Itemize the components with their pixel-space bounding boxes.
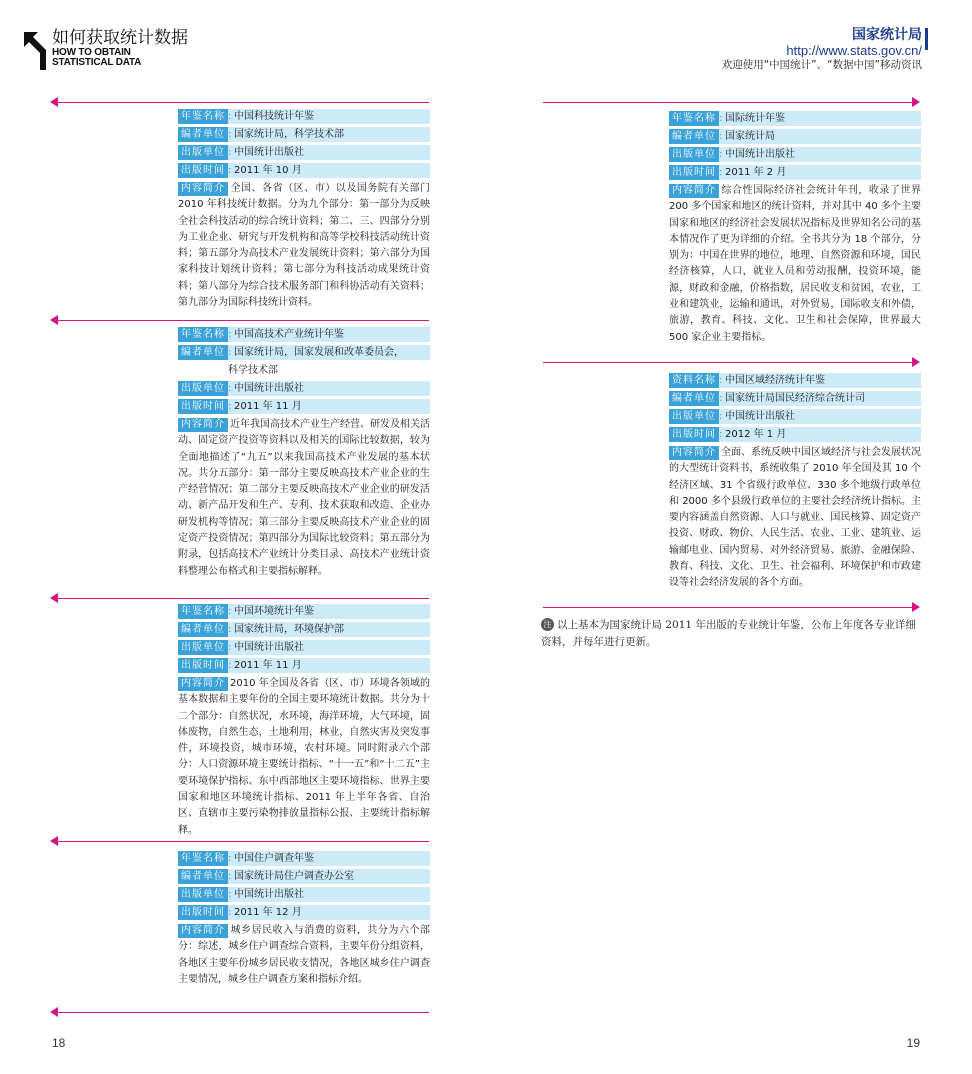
field-row-date <box>178 163 430 178</box>
yearbook-entry <box>178 604 430 839</box>
field-value: 中国统计出版社 <box>234 147 304 158</box>
field-value: 国家统计局，科学技术部 <box>234 129 344 140</box>
field-row-compiler <box>178 127 430 142</box>
field-value: 中国统计出版社 <box>725 149 795 160</box>
field-row-compiler <box>178 869 430 884</box>
field-row-publisher <box>178 887 430 902</box>
field-row-compiler <box>669 129 921 144</box>
field-colon: : <box>719 131 723 142</box>
summary-block <box>669 183 921 346</box>
field-label: 编者单位 <box>669 129 719 144</box>
field-label: 年鉴名称 <box>178 327 228 342</box>
field-value: 中国科技统计年鉴 <box>234 111 314 122</box>
field-row-date <box>178 399 430 414</box>
divider-rule <box>543 362 913 363</box>
field-colon: : <box>719 113 723 124</box>
header-title-en-line1: HOW TO OBTAIN <box>52 47 131 58</box>
field-label: 内容简介 <box>178 182 228 196</box>
field-label: 内容简介 <box>178 677 228 691</box>
field-colon: : <box>228 165 232 176</box>
field-value: 2011 年 10 月 <box>234 165 302 176</box>
field-label: 出版时间 <box>669 427 719 442</box>
field-row-name <box>178 851 430 866</box>
summary-text: 2010 年全国及各省（区、市）环境各领域的基本数据和主要年份的全国主要环境统计数据。共分为十二个部分：自然状况，水环境，海洋环境，大气环境，固体废物，自然生态，土地利用，林业，自然灾害及突发事件，环境投资，城市环境，农村环境。同时附录六个部分：人口资源环境主要统计指标、“十一五”和“十二五”主要环境保护指标、东中西部地区主要环境指标、世界主要国家和地区环境统计指标、2011 年上半年各省、自治区、直辖市主要污染物排放量指标公报、主要统计指标解释。 <box>178 678 430 836</box>
field-row-name <box>178 109 430 124</box>
field-label: 资料名称 <box>669 373 719 388</box>
field-value: 中国区域经济统计年鉴 <box>725 375 825 386</box>
summary-text: 全面、系统反映中国区域经济与社会发展状况的大型统计资料书，系统收集了 2010 年全国及其 10 个经济区域、31 个省级行政单位、330 多个地级行政单位和 2000 多个县级行政单位的主要社会经济统计指标。主要内容涵盖自然资源、人口与就业、国民核算、固定资产投资、财政、物价、人民生活、农业、工业、建筑业、运输邮电业、国内贸易、对外经济贸易、旅游、金融保险、教育、科技、文化、卫生、社会福利、环境保护和市政建设等社会经济发展的各个方面。 <box>669 447 921 589</box>
field-value: 2012 年 1 月 <box>725 429 787 440</box>
divider-rule <box>57 1012 429 1013</box>
field-row-compiler <box>178 345 430 360</box>
field-row-date <box>669 427 921 442</box>
corner-arrow-icon <box>22 30 50 70</box>
field-row-publisher <box>669 409 921 424</box>
field-label: 出版单位 <box>669 147 719 162</box>
field-value: 2011 年 11 月 <box>234 660 302 671</box>
field-colon: : <box>228 907 232 918</box>
field-colon: : <box>228 642 232 653</box>
summary-block <box>178 181 430 311</box>
field-value: 中国住户调查年鉴 <box>234 853 314 864</box>
divider-rule <box>57 598 429 599</box>
bureau-url[interactable]: http://www.stats.gov.cn/ <box>786 43 922 58</box>
field-value: 2011 年 12 月 <box>234 907 302 918</box>
field-label: 出版时间 <box>178 905 228 920</box>
divider-rule <box>543 102 913 103</box>
field-colon: : <box>228 624 232 635</box>
field-value: 国家统计局国民经济综合统计司 <box>725 393 865 404</box>
summary-block <box>178 417 430 580</box>
field-label: 出版单位 <box>178 640 228 655</box>
field-value: 2011 年 2 月 <box>725 167 787 178</box>
field-colon: : <box>228 111 232 122</box>
field-value: 国家统计局，环境保护部 <box>234 624 344 635</box>
field-value: 国家统计局，国家发展和改革委员会， <box>234 347 404 358</box>
divider-rule <box>57 102 429 103</box>
field-colon: : <box>719 393 723 404</box>
yearbook-entry <box>669 373 921 592</box>
field-colon: : <box>228 660 232 671</box>
field-label: 年鉴名称 <box>178 109 228 124</box>
field-label: 内容简介 <box>178 924 228 938</box>
field-row-publisher <box>178 381 430 396</box>
field-colon: : <box>719 167 723 178</box>
header-title-en-line2: STATISTICAL DATA <box>52 57 142 68</box>
field-colon: : <box>228 853 232 864</box>
field-label: 出版时间 <box>178 163 228 178</box>
field-label: 出版时间 <box>178 399 228 414</box>
field-colon: : <box>228 329 232 340</box>
summary-block <box>178 923 430 988</box>
field-row-compiler <box>669 391 921 406</box>
field-value: 国际统计年鉴 <box>725 113 785 124</box>
field-colon: : <box>228 147 232 158</box>
field-colon: : <box>719 429 723 440</box>
field-value: 中国统计出版社 <box>234 889 304 900</box>
field-colon: : <box>228 401 232 412</box>
field-label: 出版单位 <box>178 381 228 396</box>
yearbook-entry <box>178 109 430 311</box>
divider-rule <box>543 607 913 608</box>
field-value: 中国环境统计年鉴 <box>234 606 314 617</box>
summary-text: 城乡居民收入与消费的资料，共分为六个部分：综述，城乡住户调查综合资料，主要年份分组资料，各地区主要年份城乡居民收支情况，各地区城乡住户调查主要情况，城乡住户调查方案和指标介绍。 <box>178 925 430 985</box>
field-label: 出版时间 <box>178 658 228 673</box>
header-title: 如何获取统计数据 <box>52 28 188 48</box>
field-label: 年鉴名称 <box>178 851 228 866</box>
field-row-name <box>669 373 921 388</box>
field-label: 年鉴名称 <box>669 111 719 126</box>
field-colon: : <box>228 383 232 394</box>
field-colon: : <box>228 606 232 617</box>
yearbook-entry <box>669 111 921 346</box>
field-colon: : <box>719 149 723 160</box>
field-row-date <box>178 905 430 920</box>
field-value: 国家统计局 <box>725 131 775 142</box>
field-value: 国家统计局住户调查办公室 <box>234 871 354 882</box>
field-label: 编者单位 <box>178 622 228 637</box>
summary-text: 近年我国高技术产业生产经营、研发及相关活动、固定资产投资等资料以及相关的国际比较数据，较为全面地描述了“九五”以来我国高技术产业发展的基本状况。共分五部分：第一部分主要反映高技术产业企业的生产经营情况；第二部分主要反映高技术产业企业的研发活动、新产品开发和生产、专利、技术获取和改造、企业办研发机构等情况；第三部分主要反映高技术产业企业的固定资产投资情况；第四部分为国际比较资料；第五部分为附录，包括高技术产业统计分类目录、高技术产业统计资料整理公布格式和主要指标解释。 <box>178 419 430 577</box>
page-number-right: 19 <box>906 1036 920 1050</box>
field-label: 内容简介 <box>178 418 228 432</box>
field-value: 中国统计出版社 <box>234 642 304 653</box>
field-value: 中国统计出版社 <box>234 383 304 394</box>
field-value: 中国统计出版社 <box>725 411 795 422</box>
field-row-compiler-cont <box>178 363 430 378</box>
field-row-date <box>178 658 430 673</box>
field-row-publisher <box>178 640 430 655</box>
summary-block <box>669 445 921 592</box>
field-label: 编者单位 <box>669 391 719 406</box>
field-row-publisher <box>669 147 921 162</box>
header-brand <box>722 26 922 73</box>
field-value: 2011 年 11 月 <box>234 401 302 412</box>
summary-block <box>178 676 430 839</box>
field-label: 出版单位 <box>669 409 719 424</box>
header-title-en <box>52 48 141 68</box>
field-value: 科学技术部 <box>228 365 278 376</box>
field-row-date <box>669 165 921 180</box>
summary-text: 综合性国际经济社会统计年刊，收录了世界 200 多个国家和地区的统计资料，并对其中 40 多个主要国家和地区的经济社会发展状况指标及世界知名公司的基本情况作了更为详细的介绍。全书共分为 18 个部分，分别为：中国在世界的地位，地理、自然资源和环境，国民经济核算，人口，就业人员和劳动报酬，投资环境，能源，财政和金融，价格指数，居民收支和贫困，农业，工业和建筑业，运输和通讯，对外贸易，国际收支和外债，旅游，教育、科技、文化、卫生和社会保障，世界最大 500 家企业主要指标。 <box>669 185 921 343</box>
field-label: 编者单位 <box>178 345 228 360</box>
field-label: 出版时间 <box>669 165 719 180</box>
note-icon: 注 <box>541 618 554 631</box>
field-colon: : <box>228 889 232 900</box>
field-label: 出版单位 <box>178 145 228 160</box>
field-colon: : <box>228 129 232 140</box>
welcome-text: 欢迎使用“中国统计”、“数据中国”移动资讯 <box>721 59 922 71</box>
field-row-publisher <box>178 145 430 160</box>
field-colon: : <box>228 347 232 358</box>
field-label: 编者单位 <box>178 869 228 884</box>
summary-text: 全国、各省（区、市）以及国务院有关部门 2010 年科技统计数据。分为九个部分：第一部分为反映全社会科技活动的综合统计资料；第二、三、四部分分别为工业企业、研究与开发机构和高等学校科技活动统计资料；第五部分为高技术产业发展统计资料；第六部分为国家科技计划统计资料；第七部分为科技活动成果统计资料；第八部分为综合技术服务部门和科协活动有关资料；第九部分为国际科技统计资料。 <box>178 183 430 309</box>
divider-rule <box>57 320 429 321</box>
yearbook-entry <box>178 327 430 580</box>
field-label: 内容简介 <box>669 184 719 198</box>
field-label: 出版单位 <box>178 887 228 902</box>
field-colon: : <box>719 411 723 422</box>
field-colon: : <box>719 375 723 386</box>
field-label: 编者单位 <box>178 127 228 142</box>
field-row-name <box>178 604 430 619</box>
footnote-text: 以上基本为国家统计局 2011 年出版的专业统计年鉴，公布上年度各专业详细资料，并每年进行更新。 <box>541 619 916 648</box>
field-row-compiler <box>178 622 430 637</box>
field-label: 年鉴名称 <box>178 604 228 619</box>
divider-rule <box>57 841 429 842</box>
field-row-name <box>178 327 430 342</box>
field-colon: : <box>228 871 232 882</box>
field-label: 内容简介 <box>669 446 719 460</box>
bureau-name: 国家统计局 <box>852 27 922 43</box>
footnote <box>541 617 926 651</box>
yearbook-entry <box>178 851 430 988</box>
field-row-name <box>669 111 921 126</box>
header-bar <box>925 28 928 50</box>
field-value: 中国高技术产业统计年鉴 <box>234 329 344 340</box>
page-number-left: 18 <box>52 1036 66 1050</box>
